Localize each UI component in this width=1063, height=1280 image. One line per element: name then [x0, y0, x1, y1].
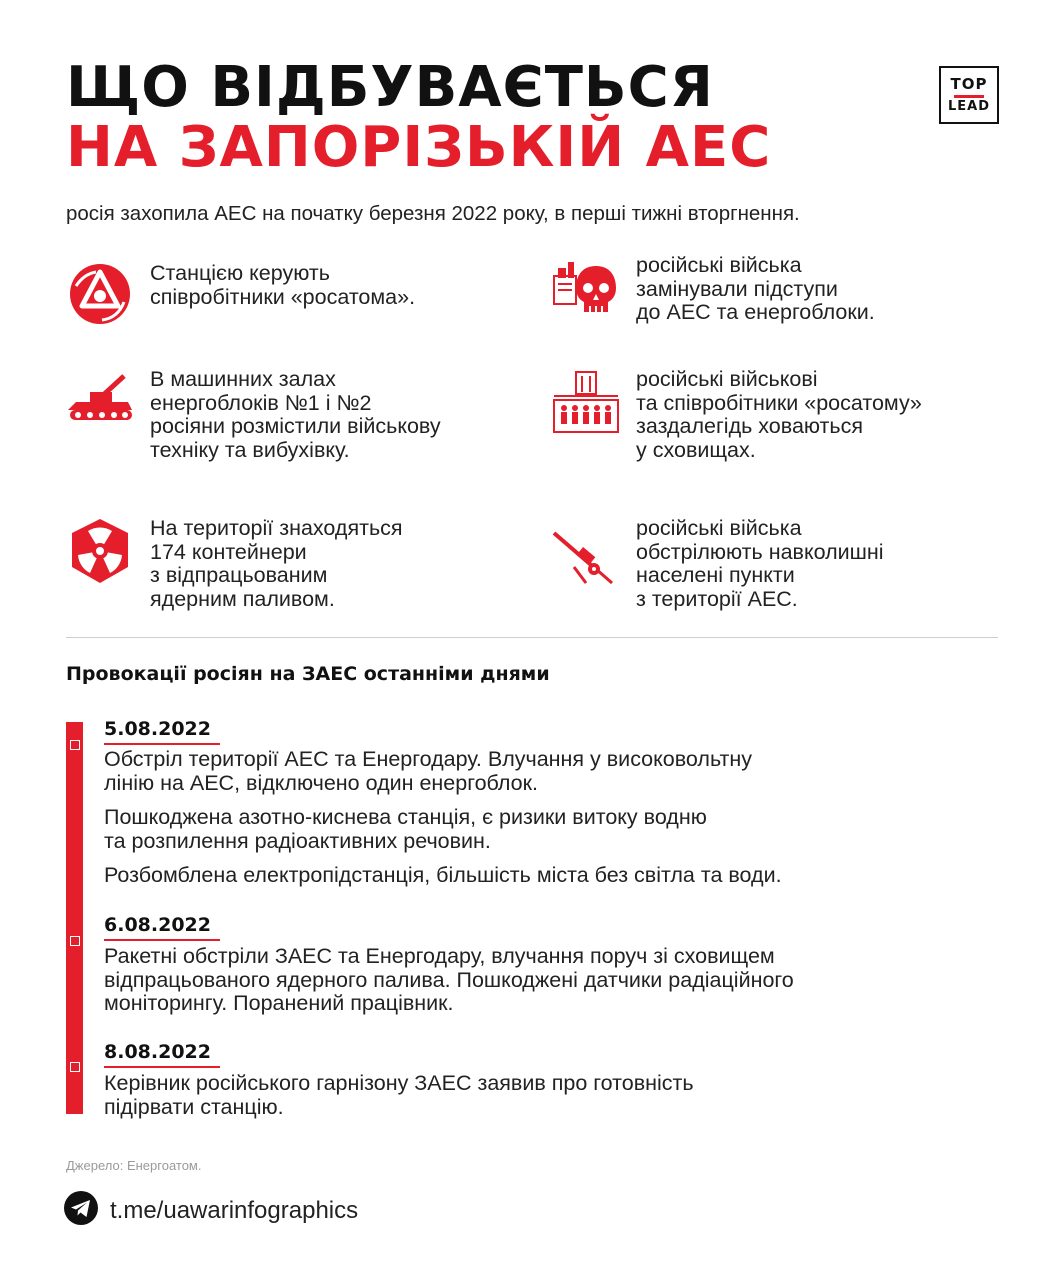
fact-text: російські війська обстрілюють навколишні населені пункти з території АЕС. — [636, 516, 884, 611]
fact-text: російські війська замінували підступи до АЕС та енергоблоки. — [636, 253, 875, 324]
title-line-1: ЩО ВІДБУВАЄТЬСЯ — [66, 55, 714, 120]
section-divider — [66, 637, 998, 638]
toplead-logo — [939, 66, 999, 124]
fact-text: російські військові та співробітники «росатому» заздалегідь ховаються у сховищах. — [636, 367, 922, 462]
footer-telegram-link[interactable] — [64, 1191, 358, 1230]
fact-item-radiation — [66, 517, 530, 611]
fact-item-bunker — [552, 368, 1016, 462]
section-title: Провокації росіян на ЗАЕС останніми днями — [66, 663, 550, 685]
rosatom-logo-icon — [66, 262, 134, 330]
mined-skull-icon — [552, 254, 620, 322]
timeline-paragraph: Ракетні обстріли ЗАЕС та Енергодару, влучання поруч зі сховищем відпрацьованого ядерного палива. Пошкоджені датчики радіаційного моніторингу. Поранений працівник. — [104, 944, 794, 1015]
source-note: Джерело: Енергоатом. — [66, 1158, 202, 1173]
intro-text: росія захопила АЕС на початку березня 2022 року, в перші тижні вторгнення. — [66, 202, 800, 225]
fact-text: Станцією керують співробітники «росатома». — [150, 261, 416, 309]
fact-text: На території знаходяться 174 контейнери з відпрацьованим ядерним паливом. — [150, 516, 403, 611]
telegram-link-text[interactable]: t.me/uawarinfographics — [110, 1196, 359, 1224]
fact-item-mined — [552, 254, 1016, 325]
timeline-date-underline — [104, 939, 220, 941]
timeline-marker — [70, 936, 80, 946]
timeline-paragraph: Обстріл території АЕС та Енергодару. Влучання у високовольтну лінію на АЕС, відключено один енергоблок. — [104, 747, 752, 795]
page-title — [66, 55, 866, 180]
title-line-2: НА ЗАПОРІЗЬКІЙ АЕС — [66, 115, 772, 180]
logo-divider — [954, 95, 984, 98]
timeline-paragraph: Керівник російського гарнізону ЗАЕС заявив про готовність підірвати станцію. — [104, 1071, 694, 1119]
logo-bottom-text: LEAD — [947, 99, 991, 114]
artillery-gun-icon — [552, 517, 620, 585]
fact-item-rosatom — [66, 262, 530, 330]
fact-text: В машинних залах енергоблоків №1 і №2 росіяни розмістили військову техніку та вибухівку. — [150, 367, 441, 462]
timeline-date: 8.08.2022 — [104, 1041, 211, 1063]
radiation-hazard-icon — [66, 517, 134, 585]
timeline-date-underline — [104, 1066, 220, 1068]
timeline-marker — [70, 1062, 80, 1072]
military-vehicle-icon — [66, 368, 134, 436]
timeline-marker — [70, 740, 80, 750]
timeline-paragraph: Пошкоджена азотно-киснева станція, є ризики витоку водню та розпилення радіоактивних речовин. — [104, 805, 707, 853]
fact-item-shelling — [552, 517, 1016, 611]
timeline-date: 5.08.2022 — [104, 718, 211, 740]
fact-item-vehicles — [66, 368, 530, 462]
timeline-date: 6.08.2022 — [104, 914, 211, 936]
logo-top-text: TOP — [950, 75, 988, 93]
timeline-bar — [66, 722, 83, 1114]
timeline-date-underline — [104, 743, 220, 745]
telegram-icon — [64, 1191, 98, 1230]
timeline-paragraph: Розбомблена електропідстанція, більшість міста без світла та води. — [104, 863, 782, 887]
bunker-people-icon — [552, 368, 620, 436]
